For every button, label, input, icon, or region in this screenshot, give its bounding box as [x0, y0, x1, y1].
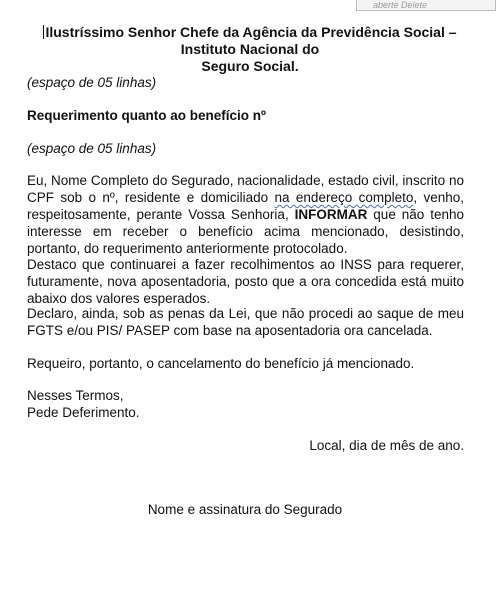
closing-line-1: Nesses Termos,	[27, 388, 124, 403]
hint-text: aberte Delete	[373, 0, 428, 10]
title-line-1	[20, 24, 480, 58]
para1-bold: INFORMAR	[294, 207, 368, 222]
para1-part3: que não tenho interesse em receber o benefício acima mencionado, desistindo, portanto, do requerimento anteriormente protocolado.	[27, 207, 464, 256]
place-date: Local, dia de mês de ano.	[309, 438, 464, 453]
title-line-1-text: Ilustríssimo Senhor Chefe da Agência da Previdência Social – Instituto Nacional do	[45, 24, 457, 57]
closing-line-2: Pede Deferimento.	[27, 405, 140, 420]
signature-line: Nome e assinatura do Segurado	[147, 502, 343, 517]
spacing-note-1: (espaço de 05 linhas)	[27, 75, 157, 90]
hint-bar	[356, 0, 496, 11]
spellcheck-highlight: na endereço completo	[274, 190, 414, 205]
paragraph-declaration: Declaro, ainda, sob as penas da Lei, que não procedi ao saque de meu FGTS e/ou PIS/ PASEP com base na aposentadoria ora cancelada.	[27, 306, 464, 338]
paragraph-request: Requeiro, portanto, o cancelamento do benefício já mencionado.	[27, 356, 415, 371]
spacing-note-2: (espaço de 05 linhas)	[27, 141, 157, 156]
title-line-2: Seguro Social.	[201, 58, 299, 74]
subject-heading: Requerimento quanto ao benefício nº	[27, 108, 266, 123]
para1-part2: , venho, respeitosamente, perante Vossa Senhoria,	[27, 190, 465, 222]
paragraph-identification	[27, 172, 464, 257]
para1-part1: Eu, Nome Completo do Segurado, nacionalidade, estado civil, inscrito no CPF sob o nº, residente e domiciliado	[27, 173, 464, 205]
paragraph-contributions: Destaco que continuarei a fazer recolhimentos ao INSS para requerer, futuramente, nova aposentadoria, posto que a ora concedida está muito abaixo dos valores esperados.	[27, 257, 464, 306]
document-title	[20, 24, 480, 75]
